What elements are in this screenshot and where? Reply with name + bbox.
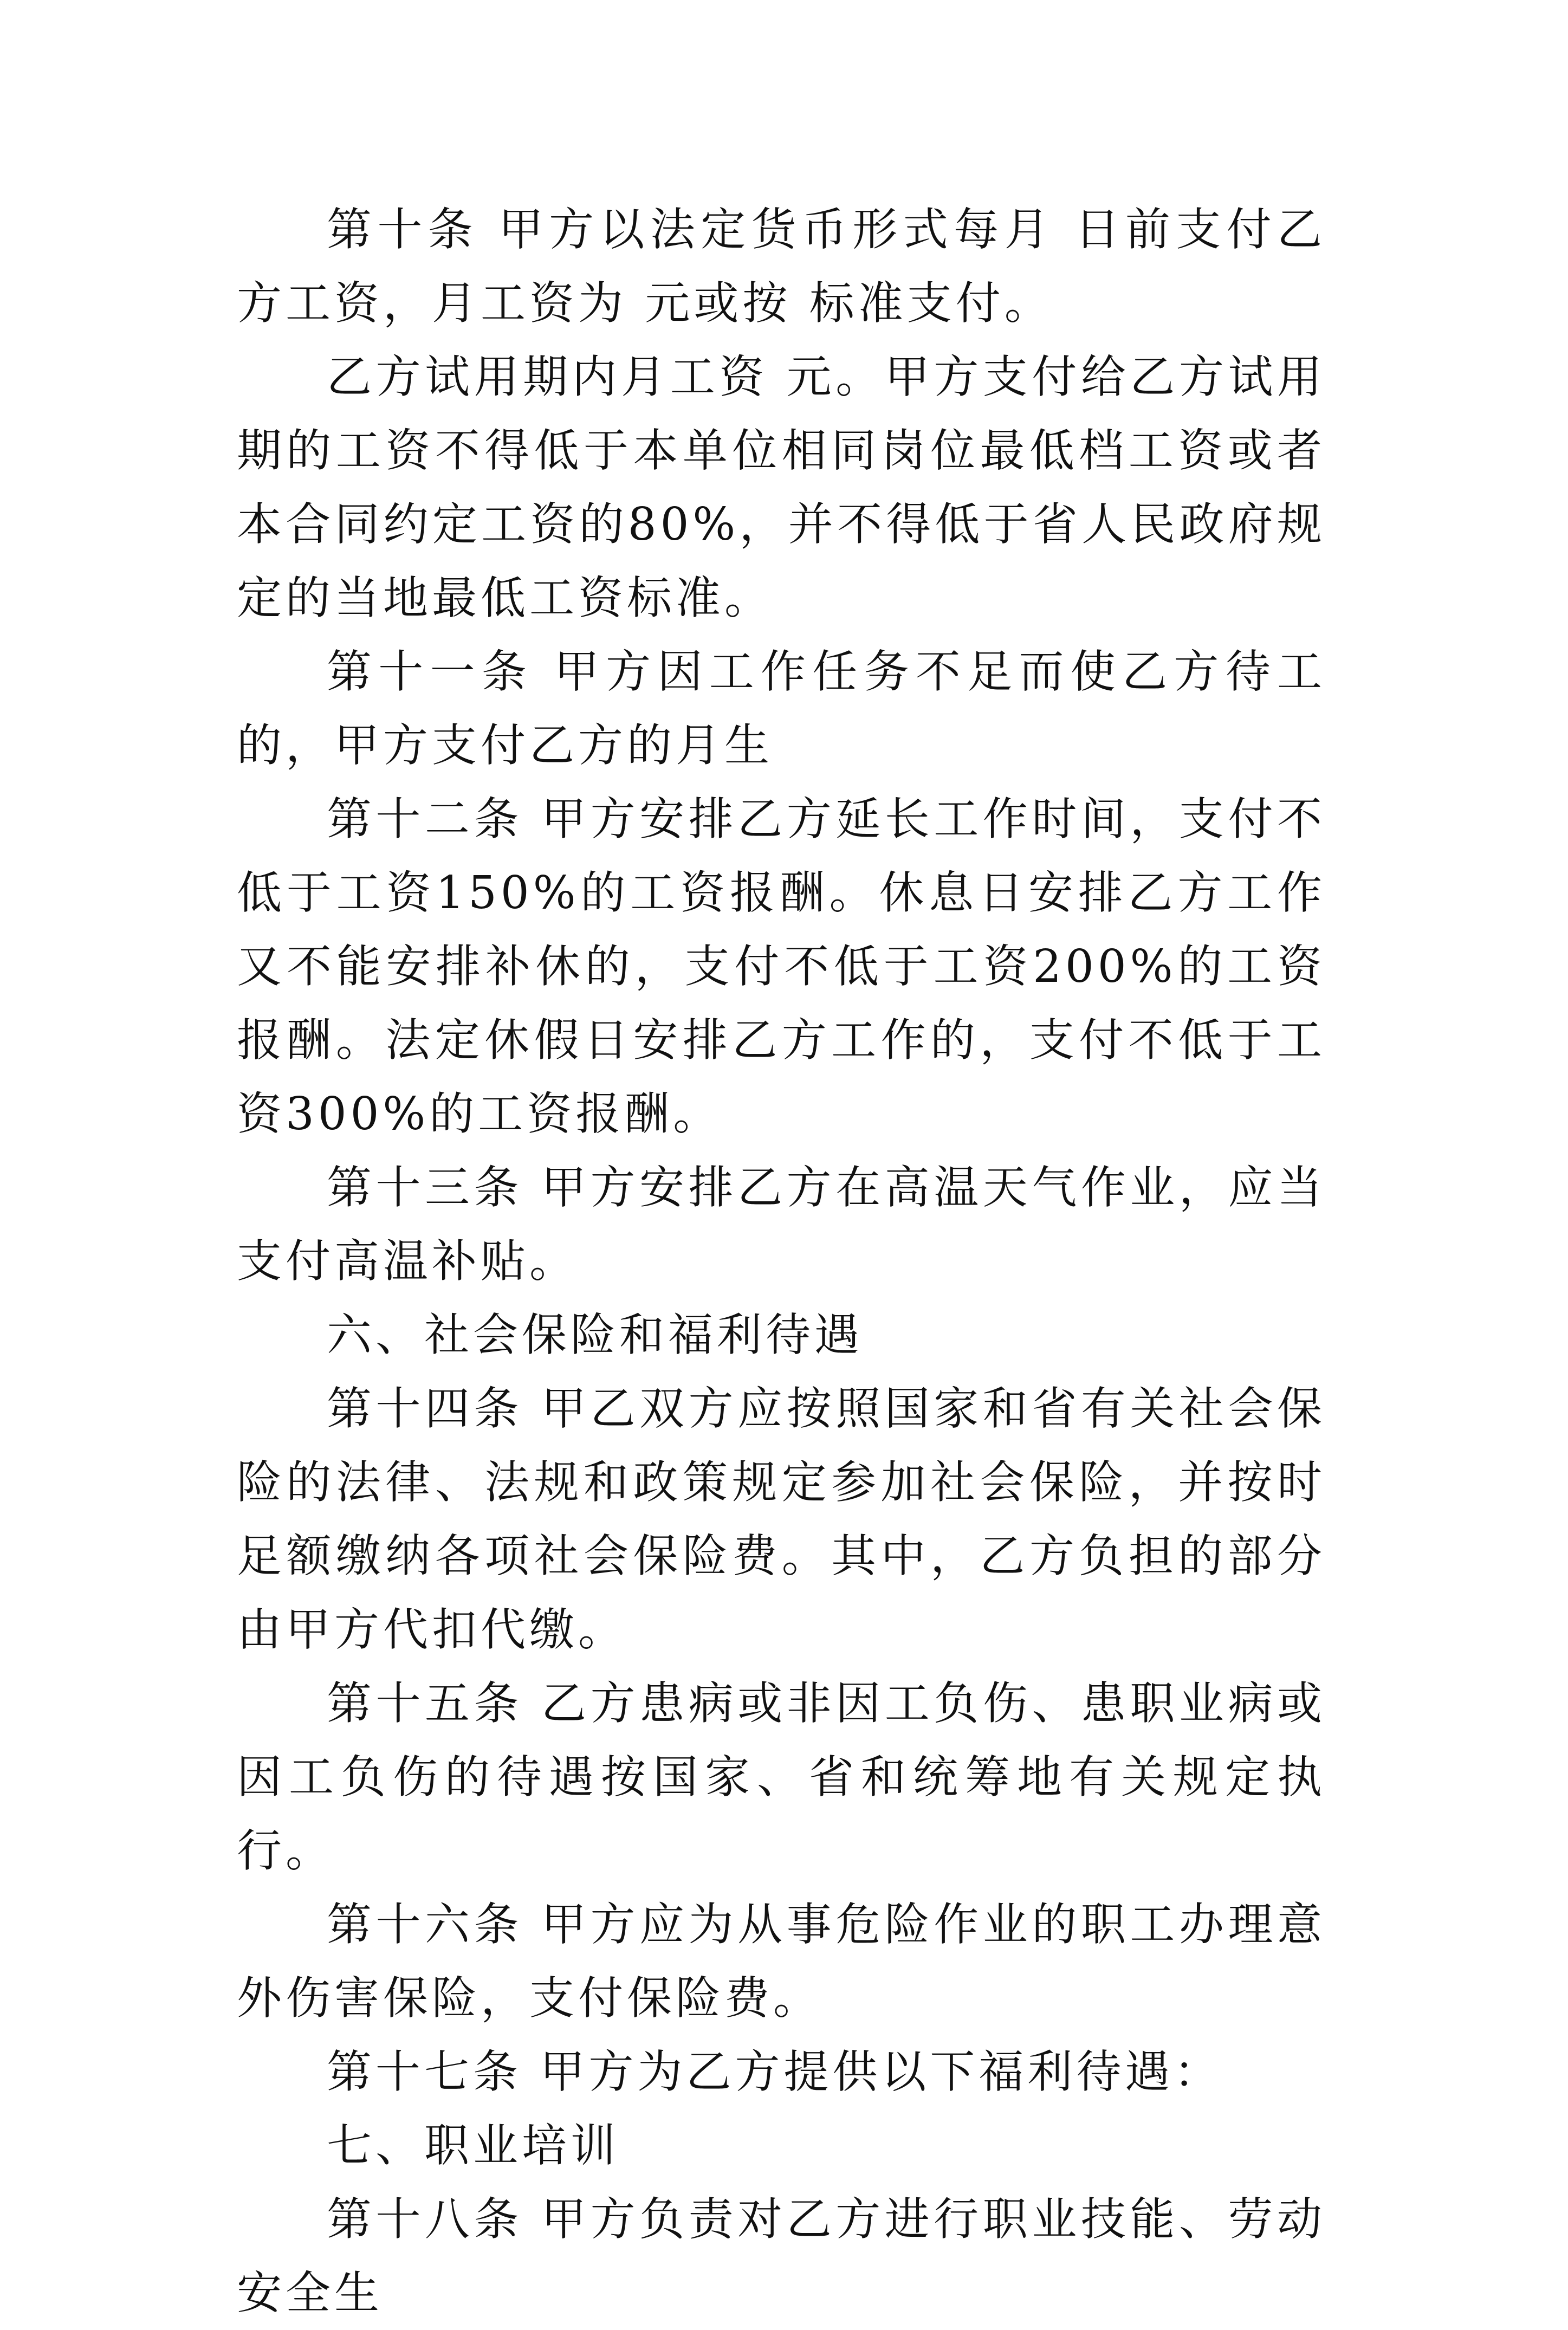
document-body bbox=[237, 193, 1326, 2330]
article-18-paragraph: 第十八条 甲方负责对乙方进行职业技能、劳动安全生 bbox=[237, 2193, 1326, 2319]
article-10-paragraph: 第十条 甲方以法定货币形式每月 日前支付乙方工资，月工资为 元或按 标准支付。 bbox=[237, 203, 1326, 329]
article-15-paragraph: 第十五条 乙方患病或非因工负伤、患职业病或因工负伤的待遇按国家、省和统筹地有关规定执行。 bbox=[237, 1677, 1326, 1877]
article-14-paragraph: 第十四条 甲乙双方应按照国家和省有关社会保险的法律、法规和政策规定参加社会保险，并按时足额缴纳各项社会保险费。其中，乙方负担的部分由甲方代扣代缴。 bbox=[237, 1382, 1326, 1656]
article-16-paragraph: 第十六条 甲方应为从事危险作业的职工办理意外伤害保险，支付保险费。 bbox=[237, 1898, 1326, 2024]
probation-wage-paragraph: 乙方试用期内月工资 元。甲方支付给乙方试用期的工资不得低于本单位相同岗位最低档工资或者本合同约定工资的80%，并不得低于省人民政府规定的当地最低工资标准。 bbox=[237, 351, 1326, 624]
article-17-paragraph: 第十七条 甲方为乙方提供以下福利待遇： bbox=[327, 2046, 1223, 2098]
article-13-paragraph: 第十三条 甲方安排乙方在高温天气作业，应当支付高温补贴。 bbox=[237, 1161, 1326, 1287]
article-11-paragraph: 第十一条 甲方因工作任务不足而使乙方待工的，甲方支付乙方的月生 bbox=[237, 645, 1326, 772]
section-6-heading: 六、社会保险和福利待遇 bbox=[327, 1309, 863, 1361]
section-7-heading: 七、职业培训 bbox=[327, 2119, 619, 2172]
article-12-paragraph: 第十二条 甲方安排乙方延长工作时间，支付不低于工资150%的工资报酬。休息日安排乙方工作又不能安排补休的，支付不低于工资200%的工资报酬。法定休假日安排乙方工作的，支付不低于工资300%的工资报酬。 bbox=[237, 793, 1326, 1140]
